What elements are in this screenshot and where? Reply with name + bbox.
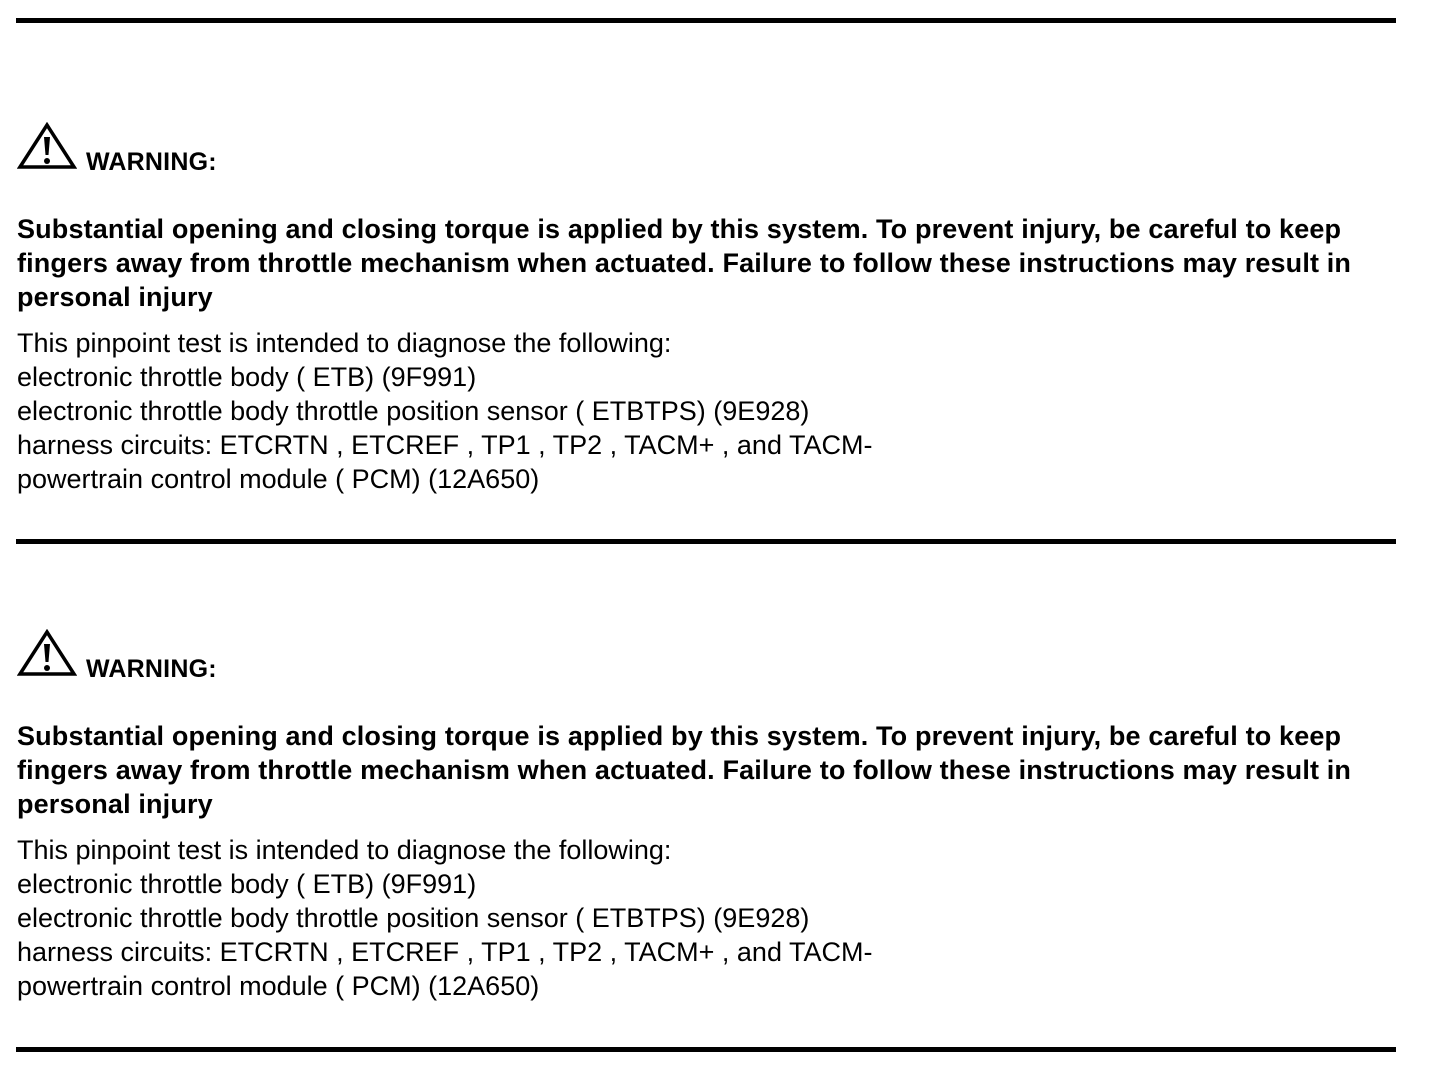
pinpoint-test-info <box>17 326 1407 496</box>
component-item: electronic throttle body ( ETB) (9F991) <box>17 869 477 899</box>
warning-text: Substantial opening and closing torque is applied by this system. To prevent injury, be careful to keep fingers away from throttle mechanism when actuated. Failure to follow these instructions may result in personal injury <box>17 214 1352 312</box>
component-item: electronic throttle body ( ETB) (9F991) <box>17 362 477 392</box>
warning-header <box>17 122 1407 176</box>
component-item: electronic throttle body throttle position sensor ( ETBTPS) (9E928) <box>17 903 810 933</box>
pinpoint-test-intro: This pinpoint test is intended to diagnose the following: <box>17 328 672 358</box>
warning-section-2 <box>17 629 1407 1003</box>
warning-triangle-icon <box>17 122 77 170</box>
warning-label: WARNING: <box>86 148 217 176</box>
pinpoint-test-intro: This pinpoint test is intended to diagnose the following: <box>17 835 672 865</box>
bottom-divider <box>16 1047 1396 1052</box>
top-divider <box>16 18 1396 23</box>
warning-header <box>17 629 1407 683</box>
warning-section-1 <box>17 122 1407 496</box>
pinpoint-test-info <box>17 833 1407 1003</box>
middle-divider <box>16 539 1396 544</box>
warning-label: WARNING: <box>86 655 217 683</box>
warning-triangle-icon <box>17 629 77 677</box>
warning-text: Substantial opening and closing torque is applied by this system. To prevent injury, be careful to keep fingers away from throttle mechanism when actuated. Failure to follow these instructions may result in personal injury <box>17 721 1352 819</box>
component-item: electronic throttle body throttle position sensor ( ETBTPS) (9E928) <box>17 396 810 426</box>
component-item: powertrain control module ( PCM) (12A650) <box>17 464 540 494</box>
component-item: harness circuits: ETCRTN , ETCREF , TP1 , TP2 , TACM+ , and TACM- <box>17 430 873 460</box>
component-item: powertrain control module ( PCM) (12A650) <box>17 971 540 1001</box>
component-item: harness circuits: ETCRTN , ETCREF , TP1 , TP2 , TACM+ , and TACM- <box>17 937 873 967</box>
